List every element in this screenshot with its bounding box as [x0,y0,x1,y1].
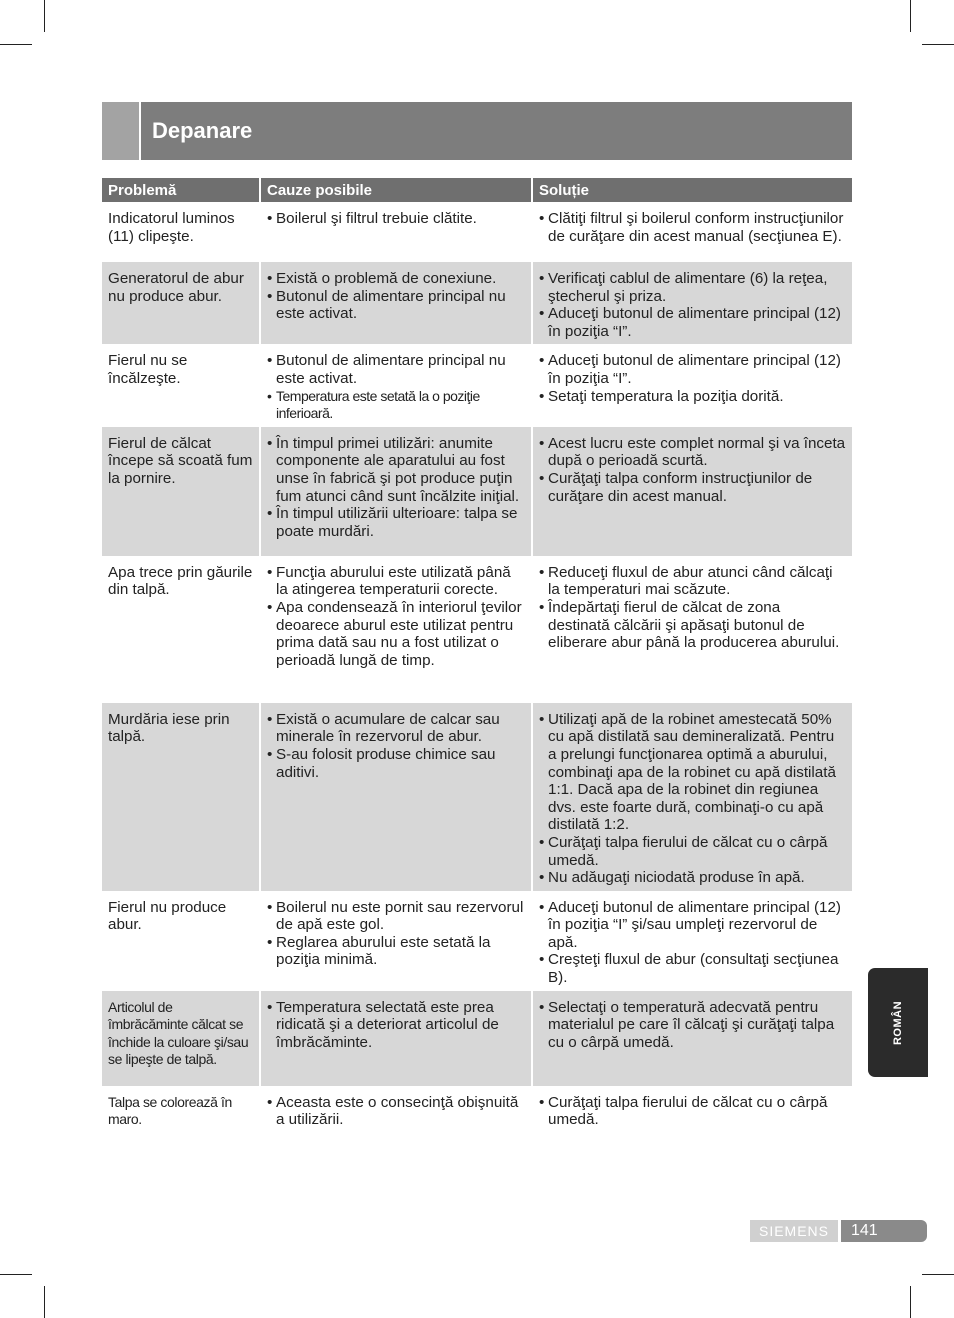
cause-item: • Funcţia aburului este utilizată până la atingerea temperaturii corecte. [267,564,525,599]
solution-item: • Creşteţi fluxul de abur (consultaţi secţiunea B). [539,951,846,986]
column-header-problem: Problemă [102,178,260,202]
crop-mark [0,1274,32,1275]
table-row [102,1086,852,1142]
solution-item: • Aduceţi butonul de alimentare principal (12) în poziţia “I”. [539,305,846,340]
cause-item: • Aceasta este o consecinţă obişnuită a utilizării. [267,1094,525,1129]
causes-cell [260,427,532,556]
solution-item: • Curăţaţi talpa fierului de călcat cu o cârpă umedă. [539,834,846,869]
cause-item: • Există o acumulare de calcar sau minerale în rezervorul de abur. [267,711,525,746]
solutions-cell [532,1086,852,1142]
crop-mark [0,44,32,45]
crop-mark [44,0,45,32]
crop-mark [910,0,911,32]
cause-item: • Butonul de alimentare principal nu este activat. [267,352,525,387]
column-header-solution: Soluție [532,178,852,202]
solutions-cell [532,262,852,344]
solution-item: • Clătiţi filtrul şi boilerul conform instrucţiunilor de curăţare din acest manual (secţiunea E). [539,210,846,245]
crop-mark [44,1286,45,1318]
problem-cell: Articolul de îmbrăcăminte călcat se închide la culoare şi/sau se lipeşte de talpă. [102,991,260,1086]
solution-item: • Acest lucru este complet normal şi va înceta după o perioadă scurtă. [539,435,846,470]
problem-cell: Apa trece prin găurile din talpă. [102,556,260,703]
crop-mark [910,1286,911,1318]
header-accent-block [102,102,139,160]
table-row [102,703,852,891]
brand-text: SIEMENS [758,1223,829,1239]
section-header [102,102,852,160]
causes-cell [260,262,532,344]
causes-cell [260,891,532,991]
causes-cell [260,344,532,426]
table-header-row [102,178,852,202]
causes-cell [260,703,532,891]
crop-mark [922,1274,954,1275]
causes-cell [260,556,532,703]
solutions-cell [532,344,852,426]
solutions-cell [532,427,852,556]
cause-item: • Apa condensează în interiorul ţevilor deoarece aburul este utilizat pentru prima dată sau nu a fost utilizat o perioadă lungă de timp. [267,599,525,669]
causes-cell [260,1086,532,1142]
problem-cell: Talpa se colorează în maro. [102,1086,260,1142]
causes-cell [260,991,532,1086]
solutions-cell [532,891,852,991]
table-row [102,891,852,991]
header-divider [139,102,141,160]
solution-item: • Aduceţi butonul de alimentare principal (12) în poziţia “I” şi/sau umpleţi rezervorul de apă. [539,899,846,952]
language-tab-label: ROMÂN [892,1000,904,1045]
solution-item: • Reduceţi fluxul de abur atunci când călcaţi la temperaturi mai scăzute. [539,564,846,599]
solutions-cell [532,703,852,891]
solution-item: • Îndepărtaţi fierul de călcat de zona destinată călcării şi apăsaţi butonul de eliberare abur până la producerea aburului. [539,599,846,652]
column-header-causes: Cauze posibile [260,178,532,202]
table-row [102,202,852,262]
problem-cell: Fierul de călcat începe să scoată fum la pornire. [102,427,260,556]
cause-item: • În timpul utilizării ulterioare: talpa se poate murdări. [267,505,525,540]
page-number-box [841,1220,927,1242]
cause-item: • Boilerul nu este pornit sau rezervorul de apă este gol. [267,899,525,934]
table-row [102,427,852,556]
solutions-cell [532,202,852,262]
solution-item: • Nu adăugaţi niciodată produse în apă. [539,869,846,887]
solutions-cell [532,991,852,1086]
page-title: Depanare [152,118,253,143]
page-number: 141 [851,1222,878,1239]
solution-item: • Utilizaţi apă de la robinet amestecată 50% cu apă distilată sau demineralizată. Pentru a prelungi funcţionarea optimă a aburului, combinaţi apa de la robinet cu apă distilată 1:1. Dacă apa de la robinet din regiunea dvs. este foarte dură, combinaţi-o cu apă distilată 1:2. [539,711,846,834]
problem-cell: Murdăria iese prin talpă. [102,703,260,891]
causes-cell [260,202,532,262]
problem-cell: Fierul nu se încălzeşte. [102,344,260,426]
solution-item: • Curăţaţi talpa conform instrucţiunilor de curăţare din acest manual. [539,470,846,505]
cause-item: • Butonul de alimentare principal nu este activat. [267,288,525,323]
solution-item: • Verificaţi cablul de alimentare (6) la reţea, ştecherul şi priza. [539,270,846,305]
cause-item: • Există o problemă de conexiune. [267,270,525,288]
table-row [102,556,852,703]
cause-item: • Temperatura este setată la o poziţie inferioară. [267,388,525,423]
cause-item: • Reglarea aburului este setată la poziţia minimă. [267,934,525,969]
table-row [102,344,852,426]
table-row [102,991,852,1086]
solution-item: • Selectaţi o temperatură adecvată pentru materialul pe care îl călcaţi şi curăţaţi talpa cu o cârpă umedă. [539,999,846,1052]
table-row [102,262,852,344]
crop-mark [922,44,954,45]
problem-cell: Generatorul de abur nu produce abur. [102,262,260,344]
cause-item: • Boilerul şi filtrul trebuie clătite. [267,210,525,228]
cause-item: • S-au folosit produse chimice sau aditivi. [267,746,525,781]
problem-cell: Indicatorul luminos (11) clipeşte. [102,202,260,262]
problem-cell: Fierul nu produce abur. [102,891,260,991]
solution-item: • Aduceţi butonul de alimentare principal (12) în poziţia “I”. [539,352,846,387]
language-tab [868,968,928,1077]
troubleshooting-table [102,178,852,1142]
brand-label [750,1220,838,1242]
solutions-cell [532,556,852,703]
cause-item: • Temperatura selectată este prea ridicată şi a deteriorat articolul de îmbrăcăminte. [267,999,525,1052]
cause-item: • În timpul primei utilizări: anumite componente ale aparatului au fost unse în fabrică şi pot produce puţin fum atunci când sunt încălzite iniţial. [267,435,525,505]
solution-item: • Setaţi temperatura la poziţia dorită. [539,388,846,406]
solution-item: • Curăţaţi talpa fierului de călcat cu o cârpă umedă. [539,1094,846,1129]
